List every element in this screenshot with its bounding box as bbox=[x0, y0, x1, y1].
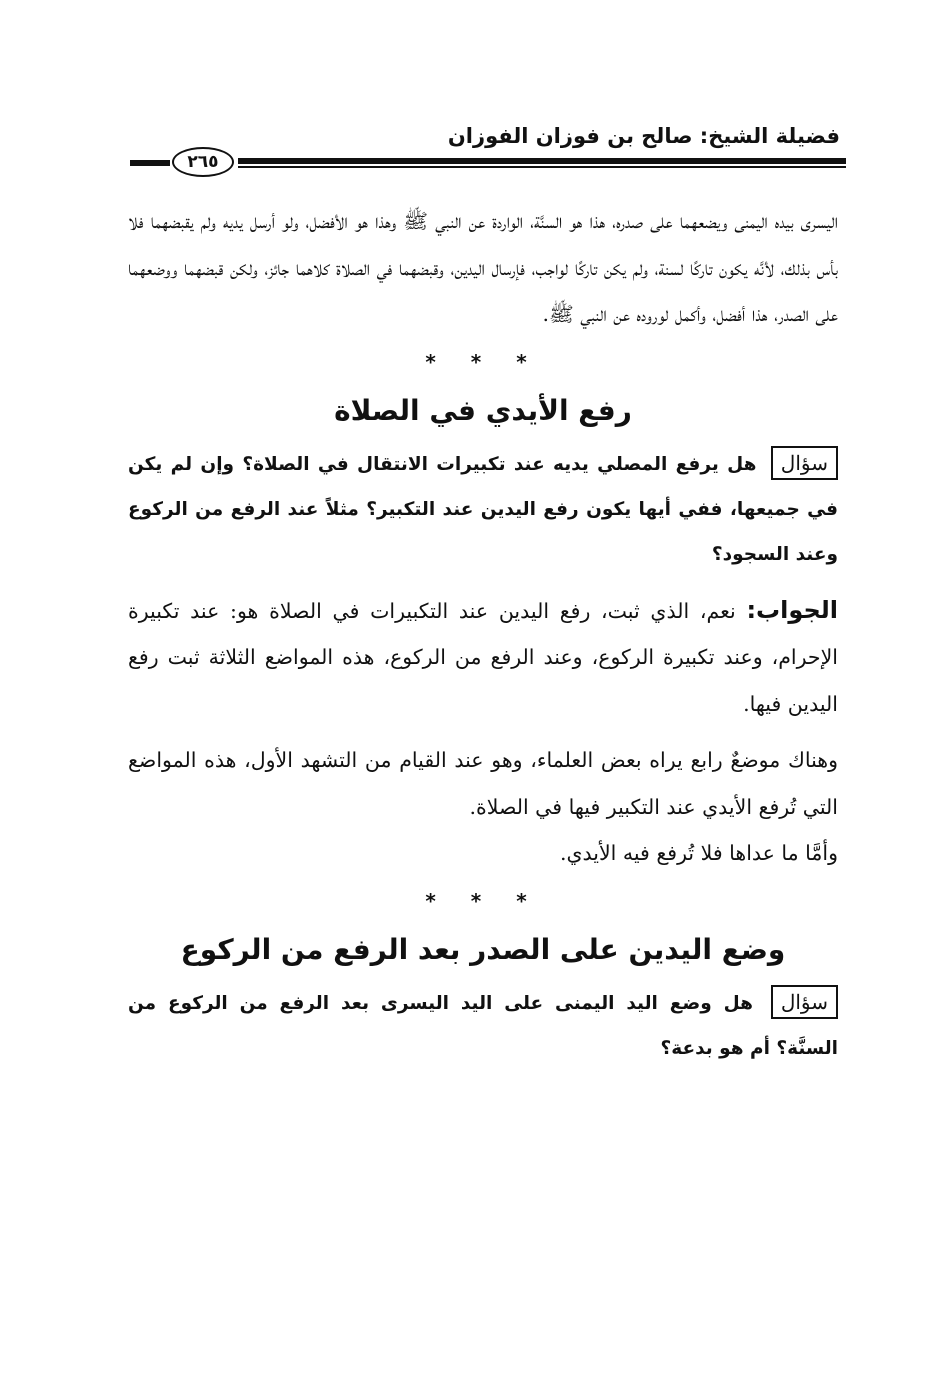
question-1 bbox=[128, 442, 838, 577]
paragraph-other-positions: وأمَّا ما عداها فلا تُرفع فيه الأيدي. bbox=[559, 841, 838, 865]
question-2 bbox=[128, 981, 838, 1071]
intro-paragraph: اليسرى بيده اليمنى ويضعهما على صدره، هذا هو السنَّة، الواردة عن النبي ﷺ وهذا هو الأفضل، ولو أرسل يديه ولم يقبضهما فلا بأس بذلك، لأنَّه يكون تاركًا لسنة، ولم يكن تاركًا لواجب، فإرسال اليدين، وقبضهما في الصلاة كلاهما جائز، ولكن قبضهما ووضعهما على الصدر، هذا أفضل، وأكمل لوروده عن النبي ﷺ. bbox=[128, 209, 838, 326]
answer-label: الجواب: bbox=[746, 595, 838, 624]
header-rule-left bbox=[130, 160, 170, 166]
answer-text: نعم، الذي ثبت، رفع اليدين عند التكبيرات في الصلاة هو: عند تكبيرة الإحرام، وعند تكبيرة الركوع، وعند الرفع من الركوع، هذه المواضع الثلاثة ثبت رفع اليدين فيها. bbox=[128, 598, 838, 716]
section-title-raising-hands: رفع الأيدي في الصلاة bbox=[334, 393, 632, 427]
section-separator-2: * * * bbox=[425, 888, 541, 913]
section-title-hands-on-chest: وضع اليدين على الصدر بعد الرفع من الركوع bbox=[180, 932, 786, 966]
page-number: ٢٦٥ bbox=[172, 147, 234, 177]
section-separator-1: * * * bbox=[425, 349, 541, 374]
header-rule-thick bbox=[238, 158, 846, 164]
header-rule-thin bbox=[238, 166, 846, 168]
question-text: هل وضع اليد اليمنى على اليد اليسرى بعد الرفع من الركوع من السنَّة؟ أم هو بدعة؟ bbox=[128, 992, 838, 1059]
question-label: سؤال bbox=[771, 446, 838, 480]
question-text: هل يرفع المصلي يديه عند تكبيرات الانتقال في الصلاة؟ وإن لم يكن في جميعها، ففي أيها يكون رفع اليدين عند التكبير؟ مثلاً عند الرفع من الركوع وعند السجود؟ bbox=[128, 453, 838, 565]
answer-paragraph bbox=[128, 587, 838, 728]
page-body bbox=[128, 198, 838, 1071]
running-header: فضيلة الشيخ: صالح بن فوزان الفوزان bbox=[447, 124, 840, 148]
paragraph-fourth-position: وهناك موضعٌ رابع يراه بعض العلماء، وهو عند القيام من التشهد الأول، هذه المواضع التي تُرفع الأيدي عند التكبير فيها في الصلاة. bbox=[128, 748, 838, 819]
question-label: سؤال bbox=[771, 985, 838, 1019]
